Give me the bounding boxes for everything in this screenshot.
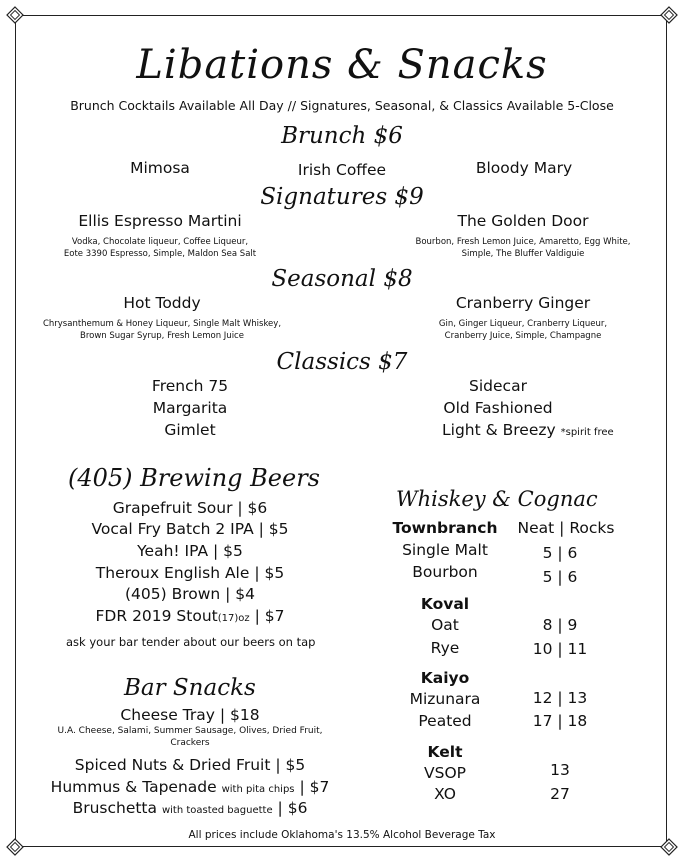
snack-item: Bruschetta with toasted baguette | $6 (72, 799, 308, 817)
whiskey-name: Single Malt (402, 541, 488, 559)
whiskey-price: 12 | 13 (532, 689, 588, 707)
beer-note: ask your bar tender about our beers on tap (66, 635, 316, 649)
whiskey-brand: Townbranch (392, 519, 498, 537)
section-heading-beers: (405) Brewing Beers (68, 464, 320, 492)
whiskey-price: 13 (550, 761, 570, 779)
whiskey-price: 5 | 6 (542, 568, 578, 586)
whiskey-name: Bourbon (412, 563, 478, 581)
beer-item: FDR 2019 Stout(17)oz | $7 (95, 607, 285, 625)
whiskey-name: Mizunara (409, 690, 481, 708)
beer-item: Yeah! IPA | $5 (137, 542, 243, 560)
whiskey-name: Oat (431, 616, 459, 634)
item-description: Chrysanthemum & Honey Liqueur, Single Malt Whiskey, Brown Sugar Syrup, Fresh Lemon Juice (42, 319, 282, 341)
beer-item: (405) Brown | $4 (124, 585, 256, 603)
section-heading-classics: Classics $7 (276, 349, 408, 375)
menu-item: Margarita (152, 399, 228, 417)
page-title: Libations & Snacks (136, 42, 548, 88)
snack-item: Cheese Tray | $18 (120, 706, 260, 724)
whiskey-brand: Koval (420, 595, 470, 613)
whiskey-name: VSOP (424, 764, 466, 782)
corner-diamond-icon (6, 6, 24, 24)
menu-item: French 75 (151, 377, 229, 395)
whiskey-brand: Kaiyo (420, 669, 470, 687)
corner-diamond-icon (660, 6, 678, 24)
snack-item: Spiced Nuts & Dried Fruit | $5 (74, 756, 306, 774)
section-heading-seasonal: Seasonal $8 (271, 266, 413, 292)
beer-item: Grapefruit Sour | $6 (112, 499, 268, 517)
item-description: Vodka, Chocolate liqueur, Coffee Liqueur, Eote 3390 Espresso, Simple, Maldon Sea Salt (63, 237, 257, 259)
menu-item: Ellis Espresso Martini (78, 212, 242, 230)
price-column-header: Neat | Rocks (517, 519, 615, 537)
menu-item: Old Fashioned (443, 399, 553, 417)
item-description: U.A. Cheese, Salami, Summer Sausage, Olives, Dried Fruit, Crackers (57, 726, 323, 748)
beer-item: Theroux English Ale | $5 (95, 564, 285, 582)
whiskey-price: 8 | 9 (542, 616, 578, 634)
spirit-free-note: *spirit free (560, 427, 614, 438)
menu-item: Gimlet (164, 421, 216, 439)
menu-item: Irish Coffee (297, 161, 387, 179)
whiskey-brand: Kelt (427, 743, 463, 761)
menu-item: Mimosa (130, 159, 190, 177)
whiskey-name: XO (434, 785, 456, 803)
item-description: Bourbon, Fresh Lemon Juice, Amaretto, Egg White, Simple, The Bluffer Valdiguie (415, 237, 631, 259)
whiskey-name: Rye (430, 639, 460, 657)
menu-item: The Golden Door (457, 212, 589, 230)
whiskey-price: 5 | 6 (542, 544, 578, 562)
section-heading-whiskey: Whiskey & Cognac (396, 487, 598, 511)
menu-item: Light & Breezy *spirit free (442, 421, 614, 439)
section-heading-signatures: Signatures $9 (260, 184, 424, 210)
whiskey-name: Peated (418, 712, 472, 730)
page-subtitle: Brunch Cocktails Available All Day // Signatures, Seasonal, & Classics Available 5-Close (70, 98, 614, 113)
tax-footnote: All prices include Oklahoma's 13.5% Alcohol Beverage Tax (188, 829, 496, 841)
whiskey-price: 10 | 11 (532, 640, 588, 658)
snack-item: Hummus & Tapenade with pita chips | $7 (50, 778, 330, 796)
whiskey-price: 27 (550, 785, 570, 803)
menu-item: Sidecar (469, 377, 527, 395)
menu-item: Cranberry Ginger (455, 294, 591, 312)
beer-item: Vocal Fry Batch 2 IPA | $5 (91, 520, 289, 538)
menu-item: Hot Toddy (123, 294, 201, 312)
item-description: Gin, Ginger Liqueur, Cranberry Liqueur, Cranberry Juice, Simple, Champagne (438, 319, 608, 341)
whiskey-price: 17 | 18 (532, 712, 588, 730)
section-heading-snacks: Bar Snacks (124, 675, 256, 701)
section-heading-brunch: Brunch $6 (281, 123, 403, 149)
menu-item: Bloody Mary (475, 159, 573, 177)
